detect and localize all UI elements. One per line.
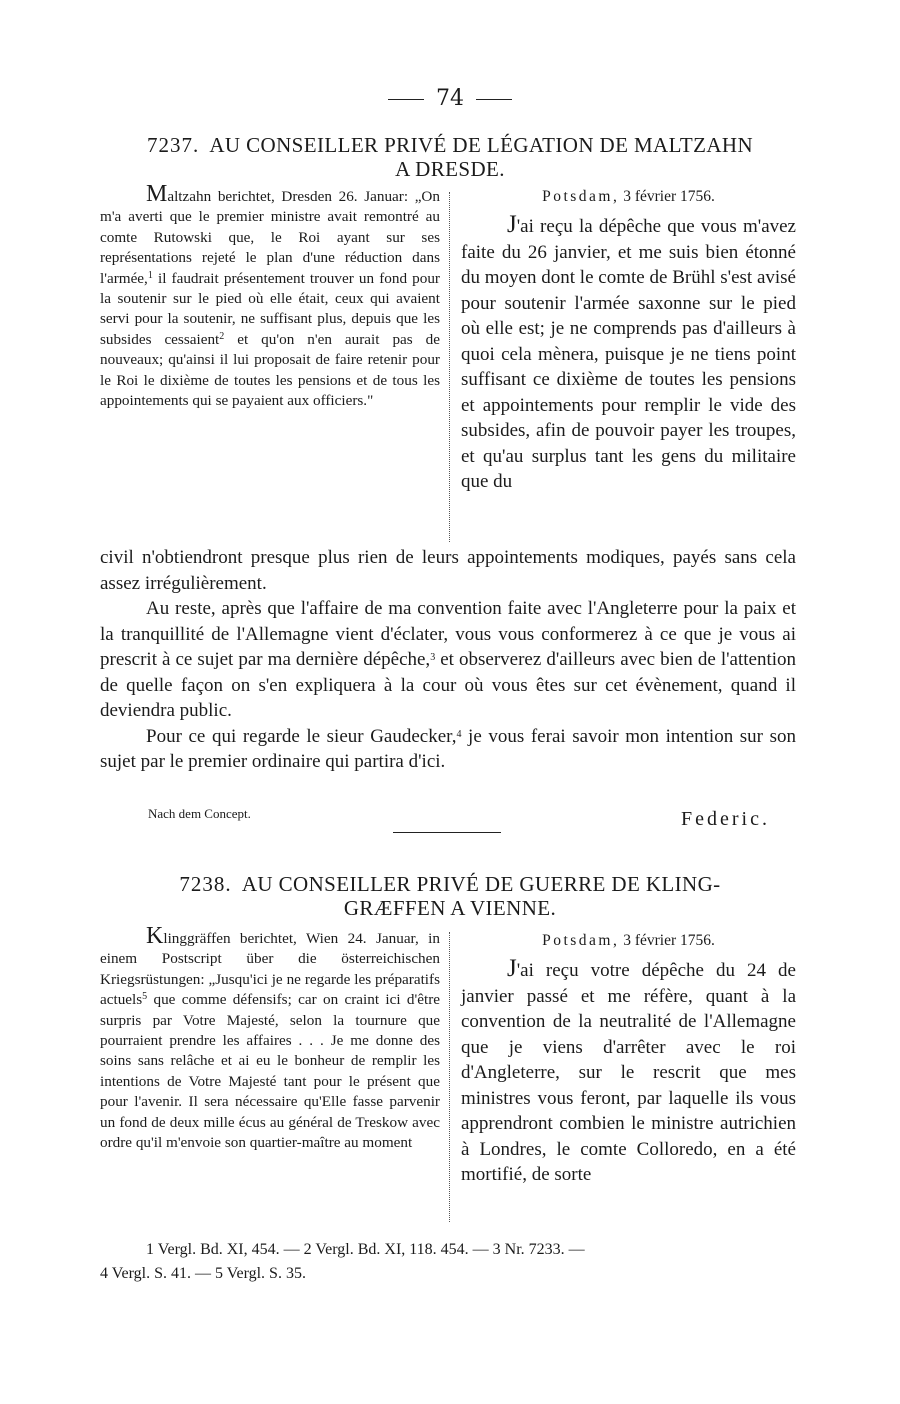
footnote-ref-2: 2	[219, 330, 225, 342]
letter-7237-reply-body: 'ai reçu la dépêche que vous m'avez faite du 26 janvier, et me suis bien étonné du moyen dont le comte de Brühl s'est avisé pour soutenir l'armée saxonne sur le pied où elle est; je ne comprends pas d'ailleurs à quoi cela mènera, puisque je ne tiens point suffisant ce dixième de toutes les pensions et appointements pour remplir le vide des subsides, afin de pouvoir payer les troupes, et qu'au surplus tant les gens du militaire que du	[461, 216, 796, 492]
letter-7238-number: 7238.	[179, 872, 232, 896]
letter-7238-reply-column	[461, 930, 796, 1188]
letter-7237-number: 7237.	[146, 133, 200, 157]
letter-7237-dateline-place: Potsdam,	[542, 188, 620, 205]
letter-7238-summary-initial: K	[146, 923, 164, 949]
letter-7238-heading	[100, 872, 800, 920]
letter-7237-paragraph-2-a: Au reste, après que l'affaire de ma convention faite avec l'Angleterre pour la paix et la tranquillité de l'Allemagne vient d'éclater, vous vous conformerez à ce que je vous ai prescrit à ce sujet par ma dernière dépêche,	[100, 598, 796, 670]
letter-7237-summary-text-b: il faudrait présentement trouver un fond pour la soutenir sur le pied où elle était, ceux qui avaient servi pour la soutenir, ne suffisant plus, depuis que les subsides cessaient	[100, 269, 440, 348]
letter-7238-dateline-place: Potsdam,	[542, 932, 620, 949]
page-number-rule-left	[388, 99, 424, 100]
letter-7238-summary-text-b: que comme défensifs; car on craint ici d'être surpris par Votre Majesté, selon la tournure que pourraient prendre les affaires . . . Je me donne des soins sans relâche et ai eu le bonheur de remplir les intentions de Votre Majesté tant pour le présent que pour l'avenir. Il sera nécessaire qu'Elle fasse parvenir un fond de deux mille écus au général de Treskow avec ordre qu'il m'envoie son quartier-maître au moment	[100, 991, 440, 1152]
letter-7237-title-line1	[100, 133, 800, 157]
footnote-ref-5: 5	[142, 991, 148, 1003]
letter-7237-dateline	[461, 186, 796, 208]
letter-7237-source-note: Nach dem Concept.	[148, 806, 251, 821]
footnote-line-2: 4 Vergl. S. 41. — 5 Vergl. S. 35.	[100, 1265, 306, 1282]
letter-7238-dateline	[461, 930, 796, 952]
letter-7237-signature: Federic.	[681, 808, 770, 830]
footnote-ref-4: 4	[456, 728, 462, 740]
footnotes	[100, 1238, 800, 1286]
page-number-rule-right	[476, 99, 512, 100]
letter-7238-reply-body: 'ai reçu votre dépêche du 24 de janvier passé et me réfère, quant à la convention de la neutralité de l'Allemagne que je viens d'arrêter avec le roi d'Angleterre, sur le rescrit que mes ministres vous feront, par laquelle ils vous apprendront combien le ministre autrichien à Londres, le comte Colloredo, en a été mortifié, de sorte	[461, 960, 796, 1185]
letter-7237-dateline-date: 3 février 1756.	[623, 188, 715, 205]
letter-7237-summary-initial: M	[146, 181, 168, 207]
page-number	[0, 86, 900, 111]
letter-7237-title-text: AU CONSEILLER PRIVÉ DE LÉGATION DE MALTZAHN	[209, 133, 754, 157]
letter-7237-summary	[100, 181, 440, 411]
letter-7237-paragraph-2	[100, 596, 796, 724]
footnote-ref-1: 1	[147, 269, 153, 281]
letter-7238-reply-initial: J	[507, 955, 517, 982]
letter-7238-column-divider	[449, 932, 450, 1222]
letter-7238-dateline-date: 3 février 1756.	[623, 932, 715, 949]
letter-7237-paragraph-3	[100, 724, 796, 775]
letter-7237-paragraph-3-a: Pour ce qui regarde le sieur Gaudecker,	[146, 725, 457, 747]
letter-7237-body-full	[100, 545, 796, 775]
letter-separator-rule	[393, 832, 501, 833]
letter-7238-summary	[100, 923, 440, 1153]
page-number-text: 74	[436, 86, 464, 111]
letter-7237-column-divider	[449, 192, 450, 542]
letter-7237-summary-text: altzahn berichtet, Dresden 26. Januar: „On m'a averti que le premier ministre avait remontré au comte Rutowski que, le Roi ayant sur ses représentations rejeté le plan d'une réduction dans l'armée,	[100, 188, 440, 287]
letter-7238-reply-text	[461, 956, 796, 1188]
letter-7237-heading	[100, 133, 800, 181]
footnote-ref-3: 3	[430, 652, 436, 663]
footnote-line-1: 1 Vergl. Bd. XI, 454. — 2 Vergl. Bd. XI, 118. 454. — 3 Nr. 7233. —	[146, 1241, 585, 1258]
letter-7237-reply-column	[461, 186, 796, 495]
letter-7237-reply-initial: J	[507, 211, 517, 238]
letter-7238-summary-text: linggräffen berichtet, Wien 24. Januar, in einem Postscript über die österreichischen Kriegsrüstungen: „Jusqu'ici je ne regarde les préparatifs actuels	[100, 930, 440, 1009]
letter-7237-reply-text	[461, 212, 796, 495]
letter-7237-summary-text-c: et qu'on n'en aurait pas de nouveaux; qu'ainsi il lui proposait de faire retenir pour le Roi le dixième de toutes les pensions et de tous les appointements qui se payaient aux officiers."	[100, 330, 440, 410]
letter-7237-title-line2: A DRESDE.	[395, 157, 505, 181]
letter-7238-title-line1	[100, 872, 800, 896]
letter-7238-title-text: AU CONSEILLER PRIVÉ DE GUERRE DE KLING-	[241, 872, 721, 896]
letter-7237-body-continuation: civil n'obtiendront presque plus rien de leurs appointements modiques, payés sans cela assez irrégulièrement.	[100, 547, 796, 594]
letter-7237-paragraph-3-b: je vous ferai savoir mon intention sur son sujet par le premier ordinaire qui partira d'ici.	[100, 725, 796, 772]
letter-7237-paragraph-2-b: et observerez d'ailleurs avec bien de l'attention de quelle façon on s'en expliquera à la cour où vous êtes sur cet évènement, quand il deviendra public.	[100, 649, 796, 721]
letter-7238-title-line2: GRÆFFEN A VIENNE.	[343, 896, 557, 920]
